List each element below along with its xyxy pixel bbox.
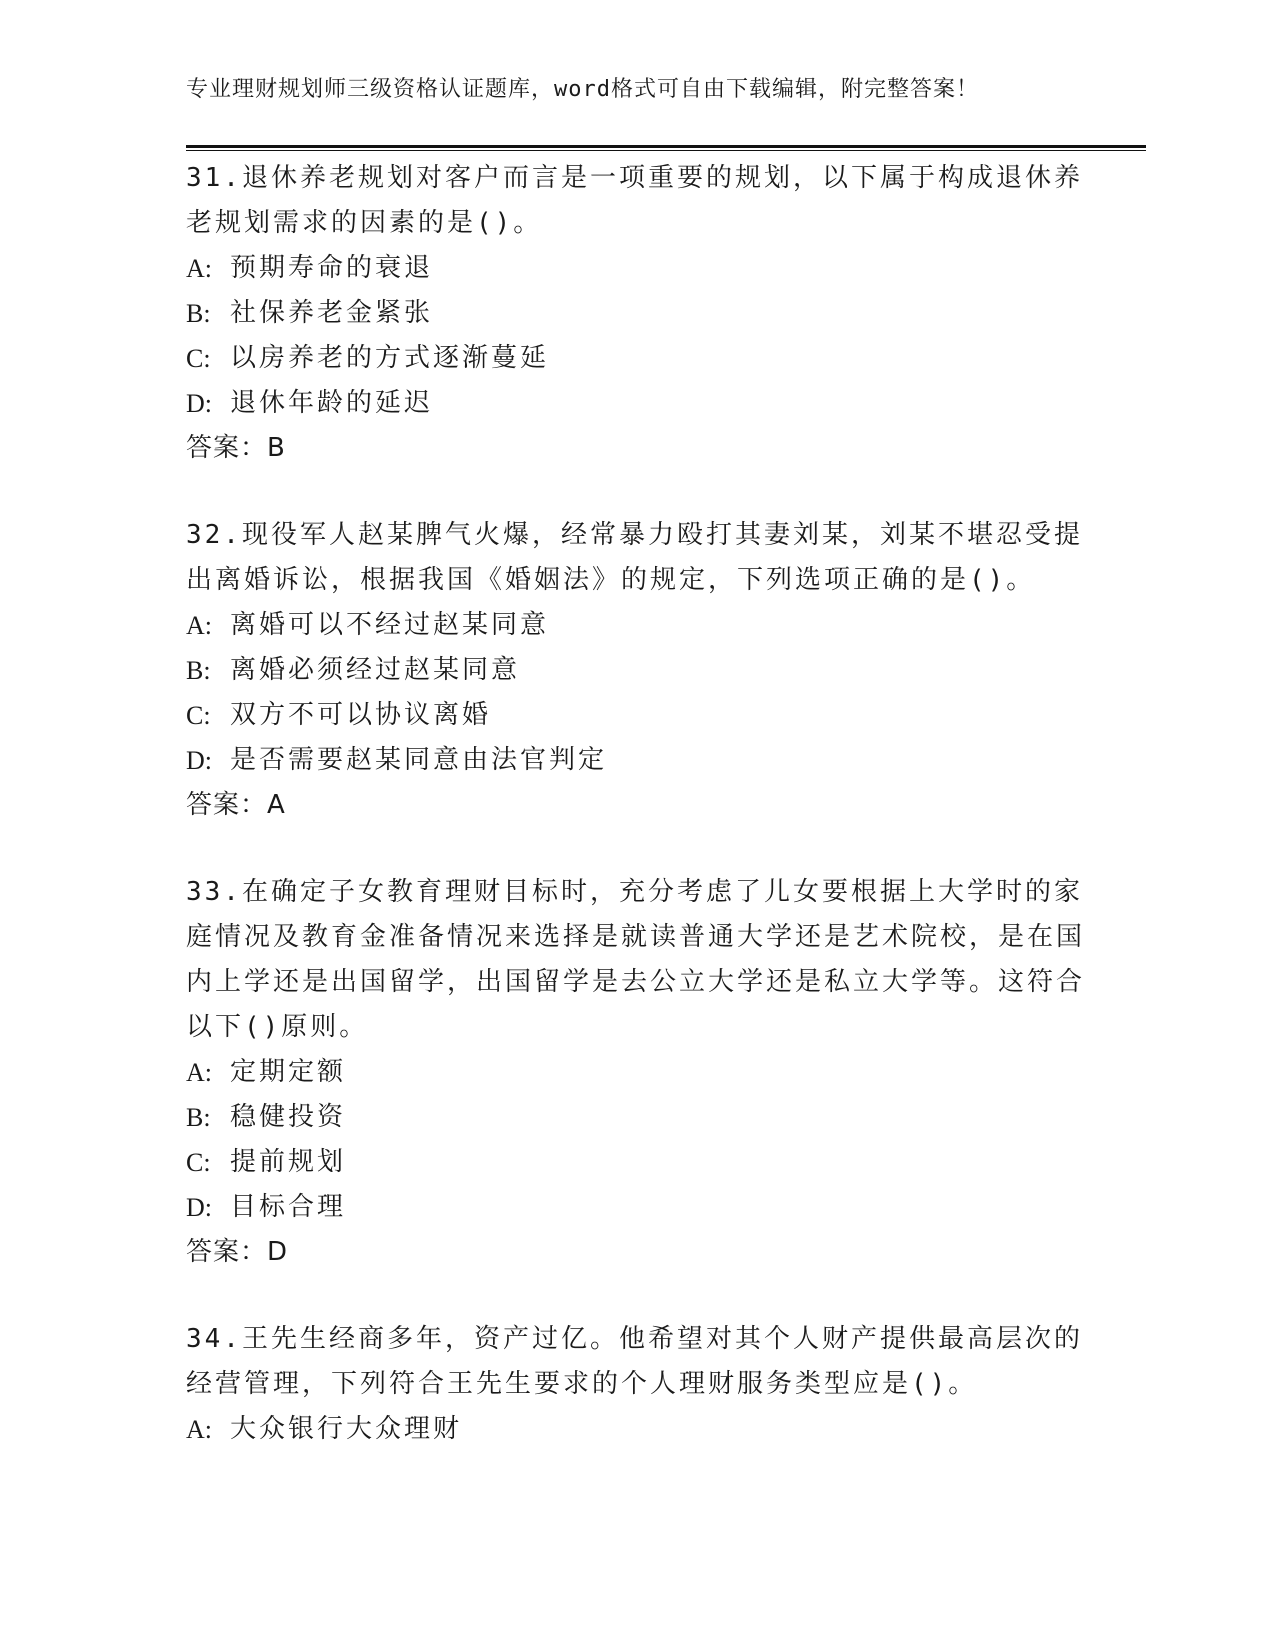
option-key: B: [186,299,211,328]
option-text: 提前规划 [230,1147,347,1177]
question-stem: 31.退休养老规划对客户而言是一项重要的规划，以下属于构成退休养老规划需求的因素的是()。 [186,163,1083,238]
option-key: A: [186,1415,212,1444]
option-text: 大众银行大众理财 [230,1414,463,1444]
option-b [186,648,1086,693]
option-key: B: [186,1103,211,1132]
question-31 [186,156,1086,471]
option-text: 双方不可以协议离婚 [230,700,492,730]
option-key: C: [186,701,211,730]
option-b [186,291,1086,336]
option-key: B: [186,656,211,685]
option-a [186,1407,1086,1452]
option-text: 社保养老金紧张 [230,298,434,328]
question-stem: 33.在确定子女教育理财目标时，充分考虑了儿女要根据上大学时的家庭情况及教育金准备情况来选择是就读普通大学还是艺术院校，是在国内上学还是出国留学，出国留学是去公立大学还是私立大学等。这符合以下()原则。 [186,877,1086,1042]
option-key: A: [186,254,212,283]
option-key: A: [186,611,212,640]
question-32 [186,513,1086,828]
option-text: 离婚可以不经过赵某同意 [230,610,550,640]
option-key: C: [186,344,211,373]
option-text: 目标合理 [230,1192,347,1222]
option-c [186,1140,1086,1185]
question-stem: 32.现役军人赵某脾气火爆，经常暴力殴打其妻刘某，刘某不堪忍受提出离婚诉讼，根据我国《婚姻法》的规定，下列选项正确的是()。 [186,520,1083,595]
option-key: C: [186,1148,211,1177]
option-c [186,336,1086,381]
option-text: 预期寿命的衰退 [230,253,434,283]
question-34 [186,1317,1086,1452]
option-text: 是否需要赵某同意由法官判定 [230,745,608,775]
option-text: 稳健投资 [230,1102,347,1132]
option-text: 定期定额 [230,1057,347,1087]
question-stem: 34.王先生经商多年，资产过亿。他希望对其个人财产提供最高层次的经营管理，下列符合王先生要求的个人理财服务类型应是()。 [186,1324,1083,1399]
option-key: D: [186,1193,212,1222]
option-text: 退休年龄的延迟 [230,388,434,418]
option-a [186,246,1086,291]
option-key: D: [186,389,212,418]
answer-line: 答案：D [186,1237,289,1267]
answer-line: 答案：B [186,433,286,463]
question-list [186,156,1086,1494]
option-text: 离婚必须经过赵某同意 [230,655,521,685]
answer-line: 答案：A [186,790,286,820]
option-d [186,381,1086,426]
option-key: D: [186,746,212,775]
option-a [186,603,1086,648]
option-key: A: [186,1058,212,1087]
option-d [186,1185,1086,1230]
option-a [186,1050,1086,1095]
option-d [186,738,1086,783]
page-header: 专业理财规划师三级资格认证题库，word格式可自由下载编辑，附完整答案！ [186,77,979,102]
option-text: 以房养老的方式逐渐蔓延 [230,343,550,373]
question-33 [186,870,1086,1275]
option-b [186,1095,1086,1140]
header-divider [186,145,1146,151]
option-c [186,693,1086,738]
